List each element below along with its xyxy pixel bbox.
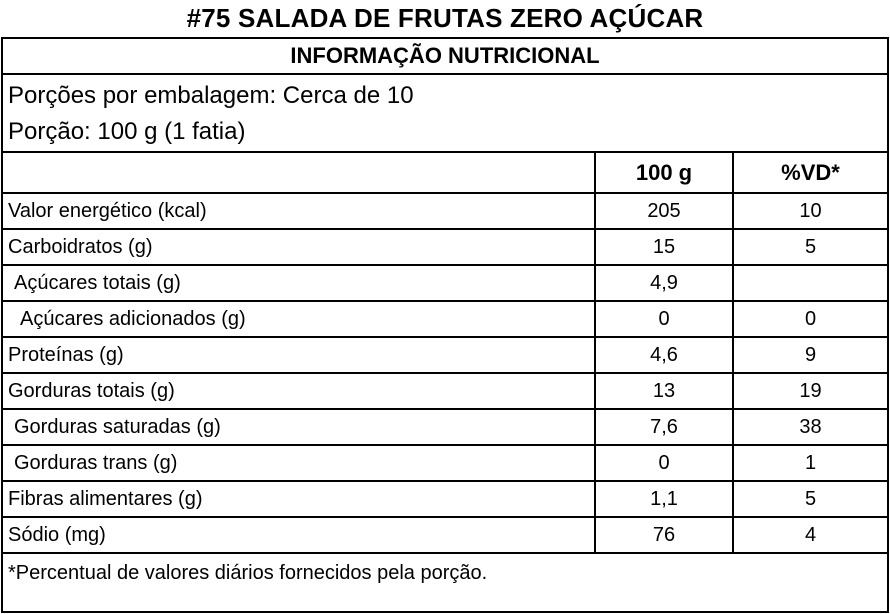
nutrient-amount: 4,6	[595, 337, 733, 373]
table-row	[3, 445, 887, 481]
nutrient-name: Carboidratos (g)	[3, 229, 595, 265]
nutrient-name: Sódio (mg)	[3, 517, 595, 553]
nutrient-amount: 7,6	[595, 409, 733, 445]
column-header-amount: 100 g	[595, 153, 733, 193]
nutrient-name: Fibras alimentares (g)	[3, 481, 595, 517]
table-row	[3, 373, 887, 409]
nutrient-dv: 19	[733, 373, 887, 409]
column-header-row	[3, 153, 887, 193]
serving-info	[3, 75, 887, 153]
table-row	[3, 481, 887, 517]
nutrient-amount: 0	[595, 301, 733, 337]
table-row	[3, 337, 887, 373]
nutrient-amount: 76	[595, 517, 733, 553]
nutrient-amount: 13	[595, 373, 733, 409]
product-title: #75 SALADA DE FRUTAS ZERO AÇÚCAR	[186, 3, 704, 33]
nutrient-name: Gorduras saturadas (g)	[3, 409, 595, 445]
nutrient-dv: 5	[733, 481, 887, 517]
nutrition-facts-table	[1, 37, 889, 613]
nutrient-dv: 1	[733, 445, 887, 481]
nutrient-amount: 1,1	[595, 481, 733, 517]
nutrient-name: Proteínas (g)	[3, 337, 595, 373]
nutrient-name: Açúcares totais (g)	[3, 265, 595, 301]
nutrient-dv	[733, 265, 887, 301]
column-header-nutrient	[3, 153, 595, 193]
table-row	[3, 517, 887, 553]
table-row	[3, 229, 887, 265]
nutrient-dv: 9	[733, 337, 887, 373]
nutrient-dv: 0	[733, 301, 887, 337]
table-row	[3, 265, 887, 301]
footnote: *Percentual de valores diários fornecidos pela porção.	[8, 562, 488, 584]
nutrient-dv: 10	[733, 193, 887, 229]
servings-per-package: Porções por embalagem: Cerca de 10	[8, 82, 414, 109]
nutrient-amount: 205	[595, 193, 733, 229]
nutrient-table	[3, 153, 887, 554]
nutrient-name: Açúcares adicionados (g)	[3, 301, 595, 337]
nutrient-amount: 4,9	[595, 265, 733, 301]
nutrient-dv: 4	[733, 517, 887, 553]
nutrient-name: Valor energético (kcal)	[3, 193, 595, 229]
nutrient-amount: 15	[595, 229, 733, 265]
table-row	[3, 409, 887, 445]
table-row	[3, 301, 887, 337]
table-header: INFORMAÇÃO NUTRICIONAL	[3, 39, 887, 75]
table-row	[3, 193, 887, 229]
column-header-daily-value: %VD*	[733, 153, 887, 193]
nutrient-amount: 0	[595, 445, 733, 481]
nutrient-dv: 38	[733, 409, 887, 445]
portion-size: Porção: 100 g (1 fatia)	[8, 118, 246, 145]
nutrient-dv: 5	[733, 229, 887, 265]
nutrient-name: Gorduras trans (g)	[3, 445, 595, 481]
nutrient-name: Gorduras totais (g)	[3, 373, 595, 409]
